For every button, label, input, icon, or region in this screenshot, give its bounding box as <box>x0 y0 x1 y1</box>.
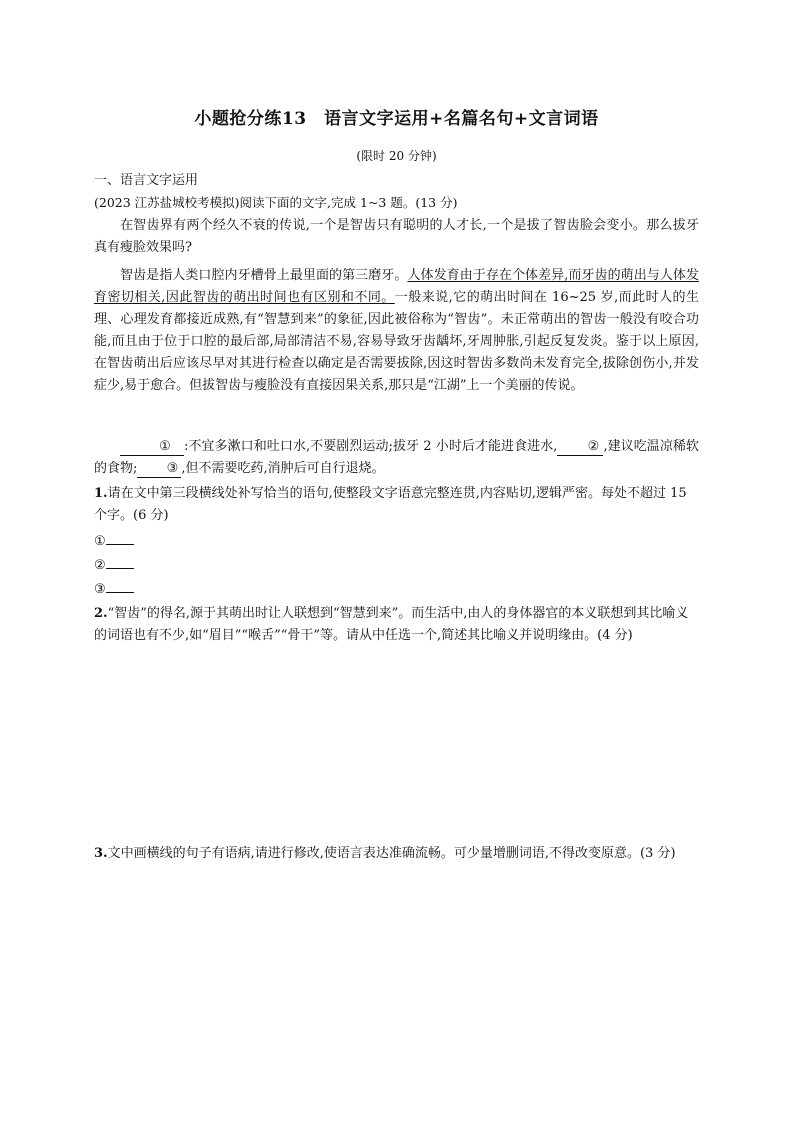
underlined-sentence: 人体发育由于存在个体差异,而牙齿的萌出与人体发育密切相关,因此智齿的萌出时间也有区别和不同。 <box>94 268 699 305</box>
p3-part-a: :不宜多漱口和吐口水,不要剧烈运动;拔牙 2 小时后才能进食进水, <box>184 439 558 454</box>
question-2-text: “智齿”的得名,源于其萌出时让人联想到“智慧到来”。而生活中,由人的身体器官的本义联想到其比喻义的词语也有不少,如“眉目”“喉舌”“骨干”等。请从中任选一个,简述其比喻义并说明缘由。(4 分) <box>94 606 689 643</box>
question-3-number: 3. <box>94 846 108 861</box>
passage-paragraph-3 <box>94 436 699 480</box>
passage-paragraph-1: 在智齿界有两个经久不衰的传说,一个是智齿只有聪明的人才长,一个是拔了智齿脸会变小。那么拔牙真有瘦脸效果吗? <box>94 218 699 255</box>
answer-line <box>106 580 134 593</box>
p2-body: 一般来说,它的萌出时间在 16~25 岁,而此时人的生理、心理发育都接近成熟,有“智慧到来”的象征,因此被俗称为“智齿”。未正常萌出的智齿一般没有咬合功能,而且由于位于口腔的最后部,局部清洁不易,容易导致牙齿龋坏,牙周肿胀,引起反复发炎。鉴于以上原因,在智齿萌出后应该尽早对其进行检查以确定是否需要拔除,因这时智齿多数尚未发育完全,拔除创伤小,并发症少,易于愈合。但拔智齿与瘦脸没有直接因果关系,那只是“江湖”上一个美丽的传说。 <box>94 290 699 393</box>
question-1-text: 请在文中第三段横线处补写恰当的语句,使整段文字语意完整连贯,内容贴切,逻辑严密。每处不超过 15 个字。(6 分) <box>94 486 687 523</box>
section-heading: 一、语言文字运用 <box>94 173 199 188</box>
blank-1: ① <box>120 438 184 456</box>
question-1-number: 1. <box>94 486 108 501</box>
answer-line <box>106 556 134 569</box>
p2-lead: 智齿是指人类口腔内牙槽骨上最里面的第三磨牙。 <box>120 268 408 283</box>
answer-slot-2: ② <box>94 555 699 577</box>
question-2 <box>94 603 699 647</box>
answer-line <box>106 532 134 545</box>
question-2-number: 2. <box>94 606 108 621</box>
time-limit: (限时 20 分钟) <box>356 149 437 163</box>
blank-2: ② <box>557 438 603 456</box>
section-intro: (2023 江苏盐城校考模拟)阅读下面的文字,完成 1~3 题。(13 分) <box>94 195 458 210</box>
passage-paragraph-2 <box>94 265 699 397</box>
page-title: 小题抢分练13 语言文字运用+名篇名句+文言词语 <box>194 109 599 129</box>
question-3-text: 文中画横线的句子有语病,请进行修改,使语言表达准确流畅。可少量增删词语,不得改变原意。(3 分) <box>107 846 676 861</box>
blank-3: ③ <box>137 460 181 478</box>
question-1 <box>94 483 699 527</box>
answer-slot-3: ③ <box>94 579 699 601</box>
p3-part-c: ,但不需要吃药,消肿后可自行退烧。 <box>181 461 385 476</box>
answer-slot-1: ① <box>94 531 699 553</box>
p3-part-b: ,建议吃温凉稀软的食物; <box>94 439 699 476</box>
question-3 <box>94 843 699 865</box>
